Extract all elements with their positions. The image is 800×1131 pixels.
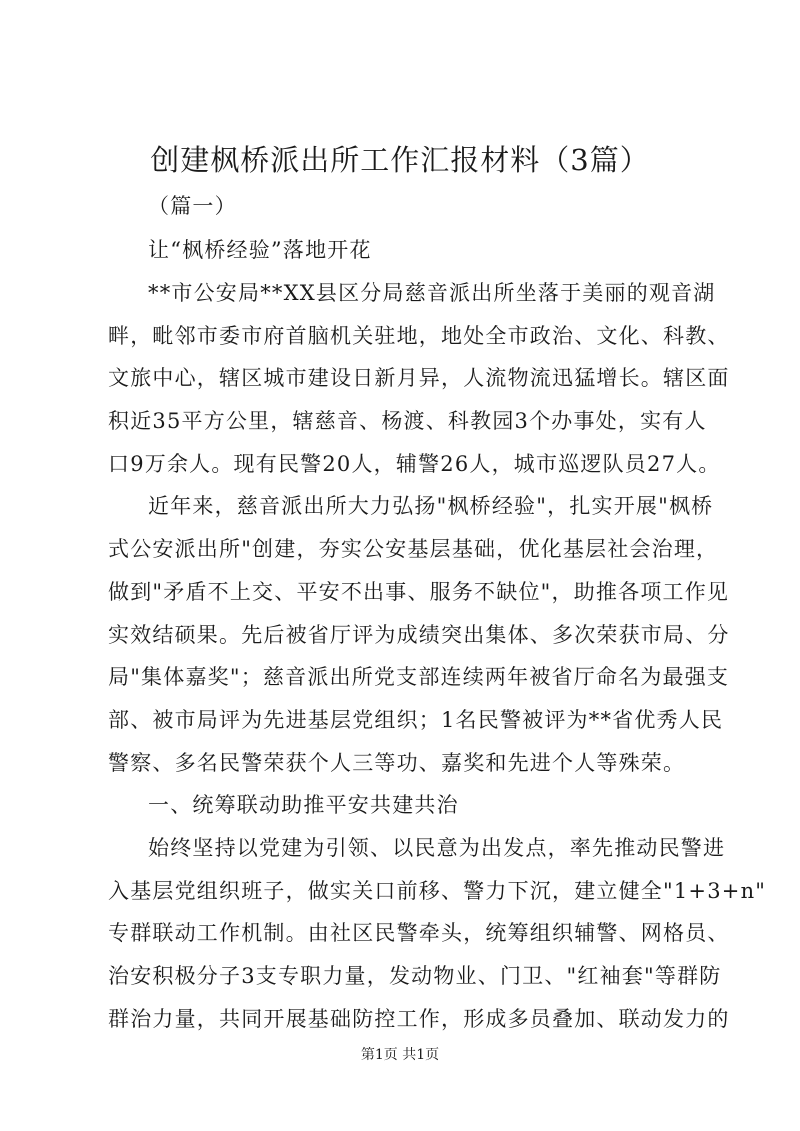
paragraph-line: 畔，毗邻市委市府首脑机关驻地，地处全市政治、文化、科教、 <box>108 324 730 348</box>
paragraph-line: 群治力量，共同开展基础防控工作，形成多员叠加、联动发力的 <box>108 1007 730 1031</box>
paragraph-line: 式公安派出所"创建，夯实公安基层基础，优化基层社会治理， <box>108 537 719 561</box>
paragraph-line: 警察、多名民警荣获个人三等功、嘉奖和先进个人等殊荣。 <box>108 751 686 775</box>
paragraph-line: 局"集体嘉奖"；慈音派出所党支部连续两年被省厅命名为最强支 <box>108 665 730 689</box>
subtitle: 让“枫桥经验”落地开花 <box>148 238 372 262</box>
paragraph-line: **市公安局**XX县区分局慈音派出所坐落于美丽的观音湖 <box>148 281 716 305</box>
part-label: （篇一） <box>148 194 237 218</box>
document-title: 创建枫桥派出所工作汇报材料（3篇） <box>150 143 650 177</box>
paragraph-line: 积近35平方公里，辖慈音、杨渡、科教园3个办事处，实有人 <box>108 409 707 433</box>
paragraph-line: 部、被市局评为先进基层党组织；1名民警被评为**省优秀人民 <box>108 708 724 732</box>
paragraph-line: 做到"矛盾不上交、平安不出事、服务不缺位"，助推各项工作见 <box>108 580 730 604</box>
paragraph-line: 治安积极分子3支专职力量，发动物业、门卫、"红袖套"等群防 <box>108 964 722 988</box>
paragraph-line: 文旅中心，辖区城市建设日新月异，人流物流迅猛增长。辖区面 <box>108 366 730 390</box>
section-heading: 一、统筹联动助推平安共建共治 <box>148 793 459 817</box>
paragraph-line: 专群联动工作机制。由社区民警牵头，统筹组织辅警、网格员、 <box>108 921 730 945</box>
paragraph-line: 实效结硕果。先后被省厅评为成绩突出集体、多次荣获市局、分 <box>108 623 730 647</box>
page-footer: 第1页 共1页 <box>360 1047 440 1063</box>
paragraph-line: 始终坚持以党建为引领、以民意为出发点，率先推动民警进 <box>148 836 726 860</box>
paragraph-line: 入基层党组织班子，做实关口前移、警力下沉，建立健全"1+3+n" <box>108 879 767 903</box>
paragraph-line: 近年来，慈音派出所大力弘扬"枫桥经验"，扎实开展"枫桥 <box>148 494 714 518</box>
paragraph-line: 口9万余人。现有民警20人，辅警26人，城市巡逻队员27人。 <box>108 452 721 476</box>
